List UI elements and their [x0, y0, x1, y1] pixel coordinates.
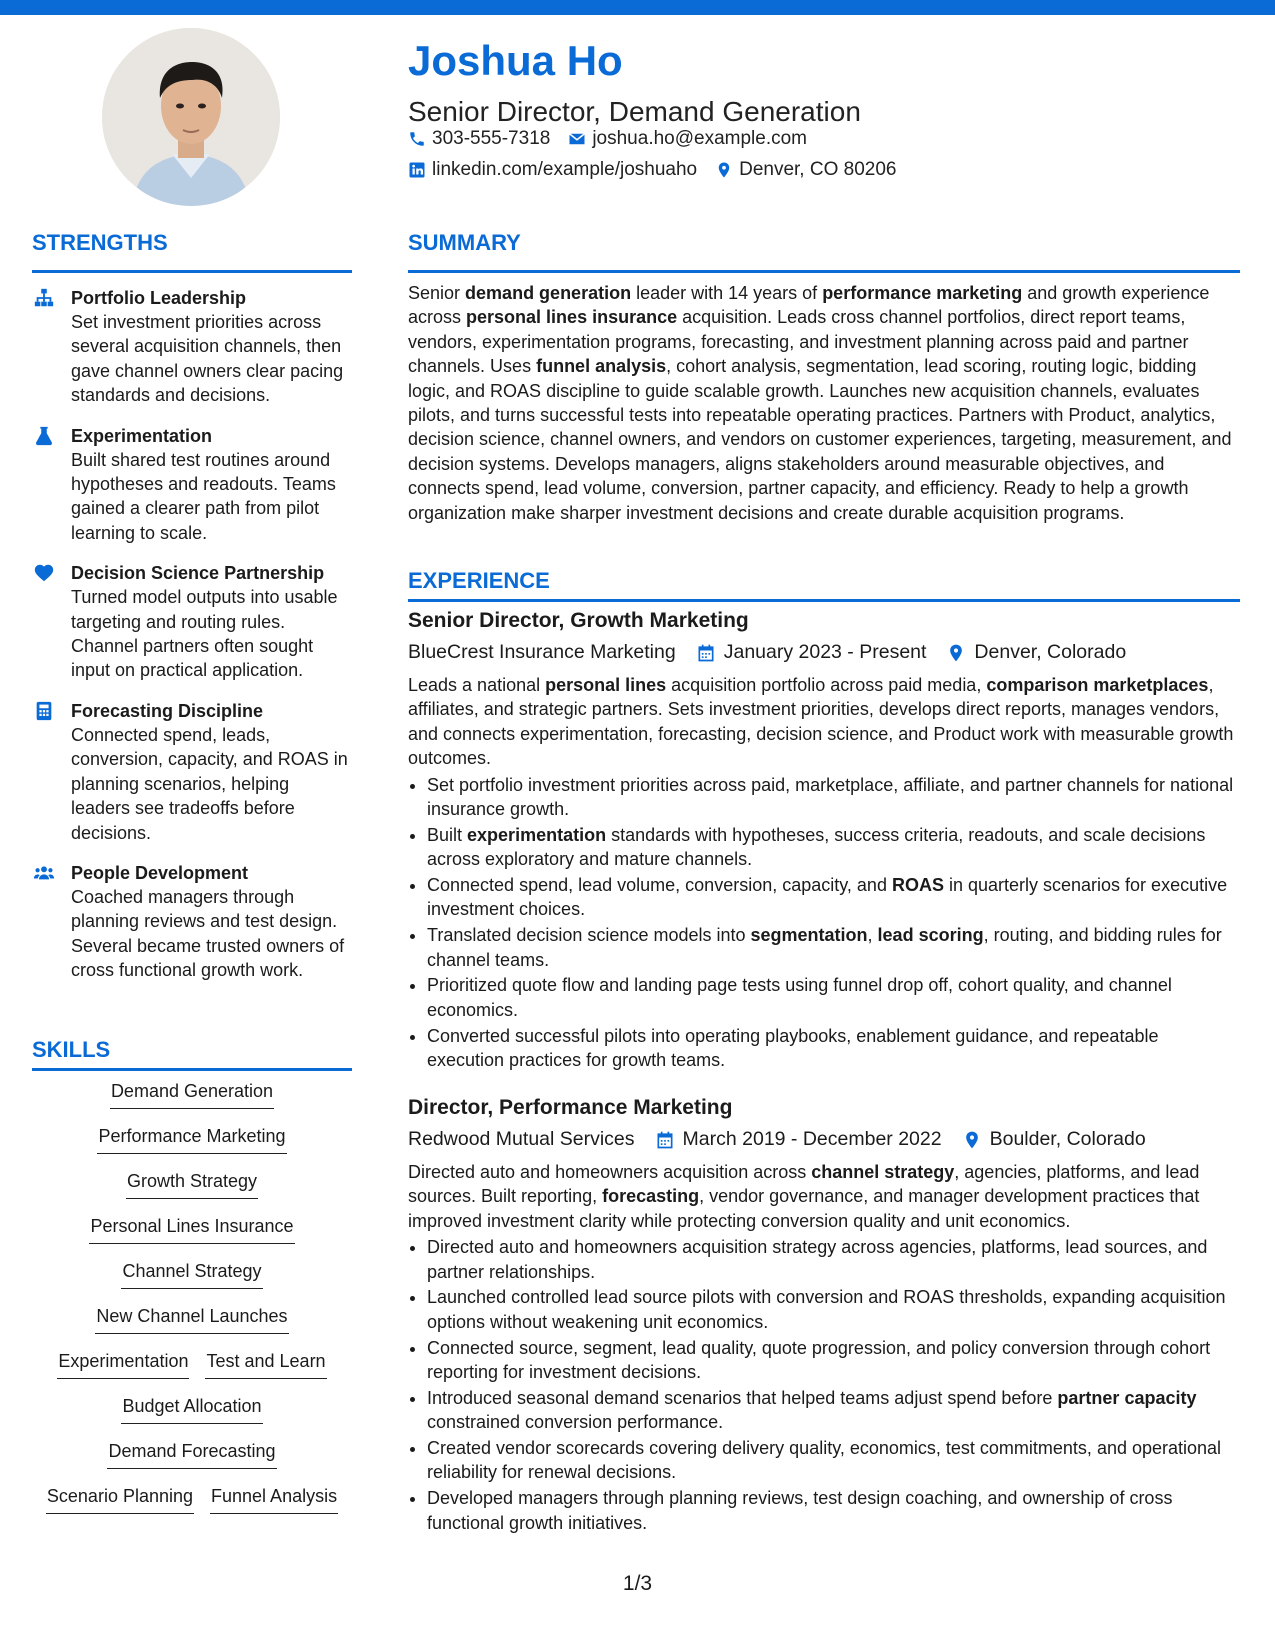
job-bullet: • Developed managers through planning reviews, test design coaching, and ownership of cross functional growth initiatives.	[427, 1486, 1240, 1535]
job-company: Redwood Mutual Services	[408, 1128, 635, 1150]
strength-item	[32, 699, 352, 845]
job-bullet: • Directed auto and homeowners acquisition strategy across agencies, platforms, lead sources, and partner relationships.	[427, 1235, 1240, 1284]
skill-tag: Scenario Planning	[46, 1485, 194, 1514]
job-bullet: • Translated decision science models into segmentation, lead scoring, routing, and bidding rules for channel teams.	[427, 923, 1240, 972]
strength-title: Portfolio Leadership	[71, 288, 247, 308]
job-bullet: • Launched controlled lead source pilots with conversion and ROAS thresholds, expanding acquisition options without weakening unit economics.	[427, 1285, 1240, 1334]
strength-desc: Coached managers through planning reviews and test design. Several became trusted owners of cross functional growth work.	[71, 886, 345, 981]
job-bullet: • Set portfolio investment priorities across paid, marketplace, affiliate, and partner channels for national insurance growth.	[427, 773, 1240, 822]
job-bullet: • Introduced seasonal demand scenarios that helped teams adjust spend before partner capacity constrained conversion performance.	[427, 1386, 1240, 1435]
strength-title: Forecasting Discipline	[71, 700, 264, 721]
skill-row	[32, 1170, 352, 1215]
skill-row	[32, 1440, 352, 1485]
linkedin-item	[408, 159, 697, 181]
job-meta	[408, 1128, 1240, 1151]
strength-title: Experimentation	[71, 425, 213, 446]
location-text: Denver, CO 80206	[739, 159, 897, 180]
strength-desc: Set investment priorities across several acquisition channels, then gave channel owners clear pacing standards and decisions.	[71, 312, 344, 406]
skills-rule	[32, 1068, 352, 1071]
skill-tag: Personal Lines Insurance	[89, 1215, 294, 1244]
phone-item	[408, 128, 550, 150]
strengths-rule	[32, 270, 352, 273]
skill-row	[32, 1485, 352, 1530]
job-description: Directed auto and homeowners acquisition across channel strategy, agencies, platforms, and lead sources. Built reporting, forecasting, vendor governance, and manager development practices that improved investment clarity while protecting conversion quality and unit economics.	[408, 1162, 1200, 1231]
email-text[interactable]: joshua.ho@example.com	[592, 128, 808, 149]
summary-rule	[408, 270, 1240, 273]
strength-item	[32, 286, 352, 408]
skills-list	[32, 1080, 352, 1530]
linkedin-icon	[408, 161, 426, 179]
experience-heading: EXPERIENCE	[408, 568, 550, 593]
candidate-title: Senior Director, Demand Generation	[408, 96, 861, 127]
skills-heading: SKILLS	[32, 1037, 111, 1062]
experience-rule	[408, 599, 1240, 602]
job-meta	[408, 641, 1240, 664]
org-chart-icon	[33, 287, 55, 309]
map-pin-icon	[946, 643, 966, 663]
skill-tag: Funnel Analysis	[210, 1485, 338, 1514]
phone-icon	[408, 130, 426, 148]
job-location: Denver, Colorado	[974, 641, 1127, 663]
contact-row-1	[408, 128, 807, 150]
skill-tag: Performance Marketing	[97, 1125, 286, 1154]
strength-item	[32, 424, 352, 546]
job-bullet: • Prioritized quote flow and landing page tests using funnel drop off, cohort quality, and channel economics.	[427, 973, 1240, 1022]
profile-photo	[102, 28, 280, 206]
skill-row	[32, 1305, 352, 1350]
job-title: Director, Performance Marketing	[408, 1096, 733, 1119]
summary-text: Senior demand generation leader with 14 years of performance marketing and growth experience across personal lines insurance acquisition. Leads cross channel portfolios, direct report teams, vendors, experimentation programs, forecasting, and investment planning across paid and partner channels. Uses funnel analysis, cohort analysis, segmentation, lead scoring, routing logic, bidding logic, and ROAS discipline to guide scalable growth. Launches new acquisition channels, evaluates pilots, and turns successful tests into repeatable operating practices. Partners with Product, analytics, decision science, channel owners, and vendors on customer experiences, targeting, measurement, and decision systems. Develops managers, aligns stakeholders around measurable objectives, and connects spend, lead volume, conversion, partner capacity, and efficiency. Ready to help a growth organization make sharper investment decisions and create durable acquisition programs.	[408, 283, 1232, 523]
job-entry	[408, 1095, 1240, 1536]
job-bullet: • Created vendor scorecards covering delivery quality, economics, test commitments, and operational reliability for renewal decisions.	[427, 1436, 1240, 1485]
skill-row	[32, 1125, 352, 1170]
calculator-icon	[33, 700, 55, 722]
phone-text[interactable]: 303-555-7318	[432, 128, 551, 149]
job-company: BlueCrest Insurance Marketing	[408, 641, 676, 663]
job-bullet: • Built experimentation standards with hypotheses, success criteria, readouts, and scale decisions across exploratory and mature channels.	[427, 823, 1240, 872]
job-dates: January 2023 - Present	[723, 641, 927, 663]
strength-desc: Connected spend, leads, conversion, capacity, and ROAS in planning scenarios, helping leaders see tradeoffs before decisions.	[71, 724, 348, 843]
job-description: Leads a national personal lines acquisition portfolio across paid media, comparison marketplaces, affiliates, and strategic partners. Sets investment priorities, develops direct reports, manages vendors, and connects experimentation, forecasting, decision science, and Product work with measurable growth outcomes.	[408, 675, 1234, 769]
skill-tag: Experimentation	[57, 1350, 189, 1379]
skill-row	[32, 1215, 352, 1260]
job-entry	[408, 608, 1240, 1074]
candidate-name: Joshua Ho	[408, 37, 623, 84]
strength-desc: Built shared test routines around hypotheses and readouts. Teams gained a clearer path from pilot learning to scale.	[71, 449, 336, 543]
map-pin-icon	[962, 1130, 982, 1150]
summary-heading: SUMMARY	[408, 230, 521, 255]
map-pin-icon	[715, 161, 733, 179]
envelope-icon	[568, 130, 586, 148]
skill-tag: Growth Strategy	[126, 1170, 258, 1199]
strength-title: People Development	[71, 862, 249, 883]
top-accent-bar	[0, 0, 1275, 15]
flask-icon	[33, 425, 55, 447]
job-bullets	[408, 773, 1240, 1073]
strength-item	[32, 861, 352, 983]
skill-row	[32, 1260, 352, 1305]
strength-desc: Turned model outputs into usable targeting and routing rules. Channel partners often sought input on practical application.	[71, 587, 338, 681]
skill-tag: Channel Strategy	[121, 1260, 262, 1289]
strength-title: Decision Science Partnership	[71, 563, 325, 584]
calendar-icon	[696, 643, 716, 663]
job-bullet: • Converted successful pilots into operating playbooks, enablement guidance, and repeatable execution practices for growth teams.	[427, 1024, 1240, 1073]
strengths-heading: STRENGTHS	[32, 230, 168, 255]
strengths-list	[32, 286, 352, 999]
skill-tag: New Channel Launches	[95, 1305, 288, 1334]
email-item	[568, 128, 807, 150]
job-bullet: • Connected source, segment, lead quality, quote progression, and policy conversion through cohort reporting for investment decisions.	[427, 1336, 1240, 1385]
skill-tag: Budget Allocation	[121, 1395, 262, 1424]
calendar-icon	[655, 1130, 675, 1150]
job-title: Senior Director, Growth Marketing	[408, 609, 749, 632]
job-location: Boulder, Colorado	[989, 1128, 1146, 1150]
linkedin-text[interactable]: linkedin.com/example/joshuaho	[432, 159, 698, 180]
skill-row	[32, 1395, 352, 1440]
heart-icon	[33, 562, 55, 584]
job-dates: March 2019 - December 2022	[682, 1128, 942, 1150]
page-number: 1/3	[622, 1572, 653, 1595]
strength-item	[32, 561, 352, 683]
skill-tag: Demand Generation	[110, 1080, 274, 1109]
skill-tag: Test and Learn	[205, 1350, 326, 1379]
location-item	[715, 159, 896, 181]
skill-tag: Demand Forecasting	[107, 1440, 276, 1469]
contact-row-2	[408, 159, 896, 181]
job-bullets	[408, 1235, 1240, 1535]
skill-row	[32, 1350, 352, 1395]
job-bullet: • Connected spend, lead volume, conversion, capacity, and ROAS in quarterly scenarios for executive investment choices.	[427, 873, 1240, 922]
skill-row	[32, 1080, 352, 1125]
people-icon	[33, 862, 55, 884]
